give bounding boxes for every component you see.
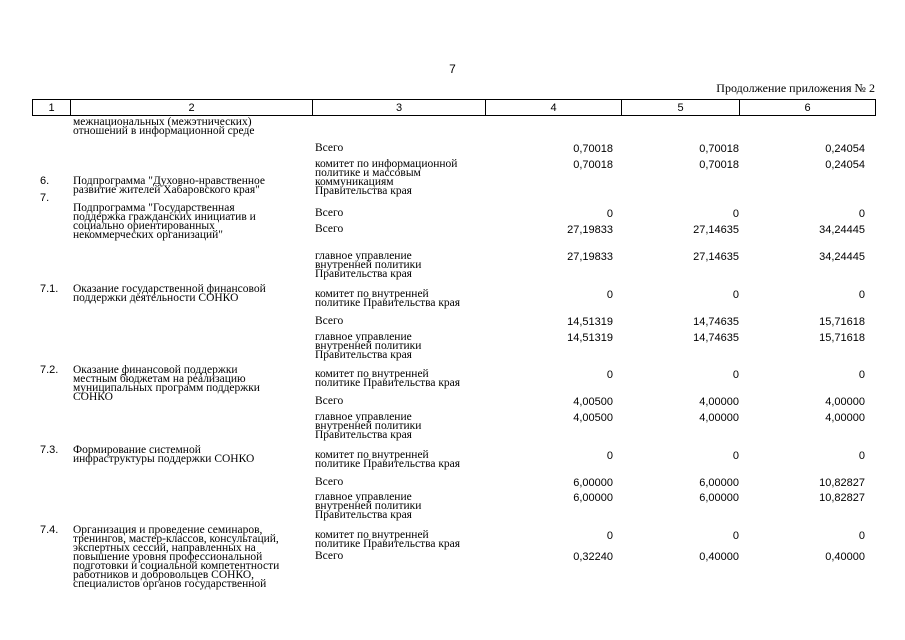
item-name: Формирование системной инфраструктуры поддержки СОНКО — [73, 444, 255, 465]
value-col-5: 0,70018 — [699, 159, 739, 171]
value-col-5: 0 — [732, 530, 739, 542]
value-col-5: 14,74635 — [693, 332, 739, 344]
item-number: 7.2. — [40, 364, 59, 376]
value-col-6: 4,00000 — [825, 412, 865, 424]
executor-cell: Всего — [315, 550, 344, 562]
value-col-4: 0,70018 — [573, 143, 613, 155]
item-number: 7.3. — [40, 444, 59, 456]
top-fragment: межнациональных (межэтнических) отношений в информационной среде — [73, 116, 255, 137]
value-col-5: 4,00000 — [699, 412, 739, 424]
value-col-4: 0 — [606, 369, 613, 381]
value-col-6: 15,71618 — [819, 316, 865, 328]
table-header — [32, 99, 876, 116]
value-col-6: 15,71618 — [819, 332, 865, 344]
value-col-5: 0,40000 — [699, 551, 739, 563]
item-name: Подпрограмма "Духовно-нравственное развитие жителей Хабаровского края" — [73, 175, 266, 196]
header-col-2: 2 — [71, 100, 313, 116]
value-col-4: 27,19833 — [567, 251, 613, 263]
value-col-4: 0 — [606, 530, 613, 542]
header-col-4: 4 — [486, 100, 622, 116]
value-col-4: 14,51319 — [567, 316, 613, 328]
item-name: Оказание государственной финансовой поддержки деятельности СОНКО — [73, 283, 266, 304]
executor-cell: главное управление внутренней политики Правительства края — [315, 250, 422, 280]
continuation-note: Продолжение приложения № 2 — [716, 81, 875, 95]
page-number: 7 — [449, 62, 456, 76]
header-col-1: 1 — [33, 100, 71, 116]
value-col-6: 10,82827 — [819, 492, 865, 504]
executor-cell: комитет по внутренней политике Правительства края — [315, 449, 461, 470]
value-col-6: 0 — [858, 450, 865, 462]
executor-cell: Всего — [315, 223, 344, 235]
value-col-4: 0,32240 — [573, 551, 613, 563]
value-col-4: 0 — [606, 450, 613, 462]
item-name: Организация и проведение семинаров, тренингов, мастер-классов, консультаций, экспертных сессий, направленных на повышение уровня профессиональной подготовки и социальной компетентности работников и добровольцев СОНКО, специалистов органов государственной — [73, 524, 280, 590]
value-col-4: 6,00000 — [573, 492, 613, 504]
item-number: 6. — [40, 175, 50, 187]
executor-cell: Всего — [315, 142, 344, 154]
value-col-4: 0 — [606, 208, 613, 220]
executor-cell: главное управление внутренней политики Правительства края — [315, 491, 422, 521]
executor-cell: Всего — [315, 395, 344, 407]
item-number: 7. — [40, 192, 50, 204]
executor-cell: главное управление внутренней политики Правительства края — [315, 331, 422, 361]
value-col-4: 0,70018 — [573, 159, 613, 171]
value-col-5: 4,00000 — [699, 396, 739, 408]
executor-cell: Всего — [315, 207, 344, 219]
value-col-4: 6,00000 — [573, 477, 613, 489]
value-col-5: 6,00000 — [699, 477, 739, 489]
executor-cell: главное управление внутренней политики Правительства края — [315, 411, 422, 441]
executor-cell: комитет по внутренней политике Правительства края — [315, 529, 461, 550]
header-col-6: 6 — [740, 100, 876, 116]
item-number: 7.1. — [40, 283, 59, 295]
value-col-5: 0 — [732, 208, 739, 220]
value-col-6: 10,82827 — [819, 477, 865, 489]
value-col-4: 4,00500 — [573, 412, 613, 424]
value-col-5: 0 — [732, 450, 739, 462]
header-col-5: 5 — [622, 100, 740, 116]
value-col-4: 27,19833 — [567, 224, 613, 236]
value-col-4: 0 — [606, 289, 613, 301]
value-col-6: 0,24054 — [825, 143, 865, 155]
value-col-6: 0,24054 — [825, 159, 865, 171]
value-col-5: 6,00000 — [699, 492, 739, 504]
value-col-4: 4,00500 — [573, 396, 613, 408]
value-col-6: 0 — [858, 289, 865, 301]
value-col-6: 0 — [858, 208, 865, 220]
value-col-5: 27,14635 — [693, 224, 739, 236]
executor-cell: комитет по внутренней политике Правительства края — [315, 368, 461, 389]
value-col-5: 14,74635 — [693, 316, 739, 328]
value-col-5: 0,70018 — [699, 143, 739, 155]
value-col-6: 34,24445 — [819, 251, 865, 263]
value-col-6: 0,40000 — [825, 551, 865, 563]
executor-cell: комитет по внутренней политике Правительства края — [315, 288, 461, 309]
value-col-6: 34,24445 — [819, 224, 865, 236]
header-col-3: 3 — [313, 100, 486, 116]
value-col-6: 0 — [858, 369, 865, 381]
value-col-4: 14,51319 — [567, 332, 613, 344]
item-name: Подпрограмма "Государственная поддержка гражданских инициатив и социально ориентированных некоммерческих организаций" — [73, 202, 256, 241]
value-col-5: 0 — [732, 369, 739, 381]
item-name: Оказание финансовой поддержки местным бюджетам на реализацию муниципальных программ поддержки СОНКО — [73, 364, 260, 403]
value-col-5: 27,14635 — [693, 251, 739, 263]
value-col-5: 0 — [732, 289, 739, 301]
executor-cell: Всего — [315, 315, 344, 327]
value-col-6: 4,00000 — [825, 396, 865, 408]
value-col-6: 0 — [858, 530, 865, 542]
executor-cell: Всего — [315, 476, 344, 488]
executor-cell: комитет по информационной политике и массовым коммуникациям Правительства края — [315, 158, 458, 197]
item-number: 7.4. — [40, 524, 59, 536]
